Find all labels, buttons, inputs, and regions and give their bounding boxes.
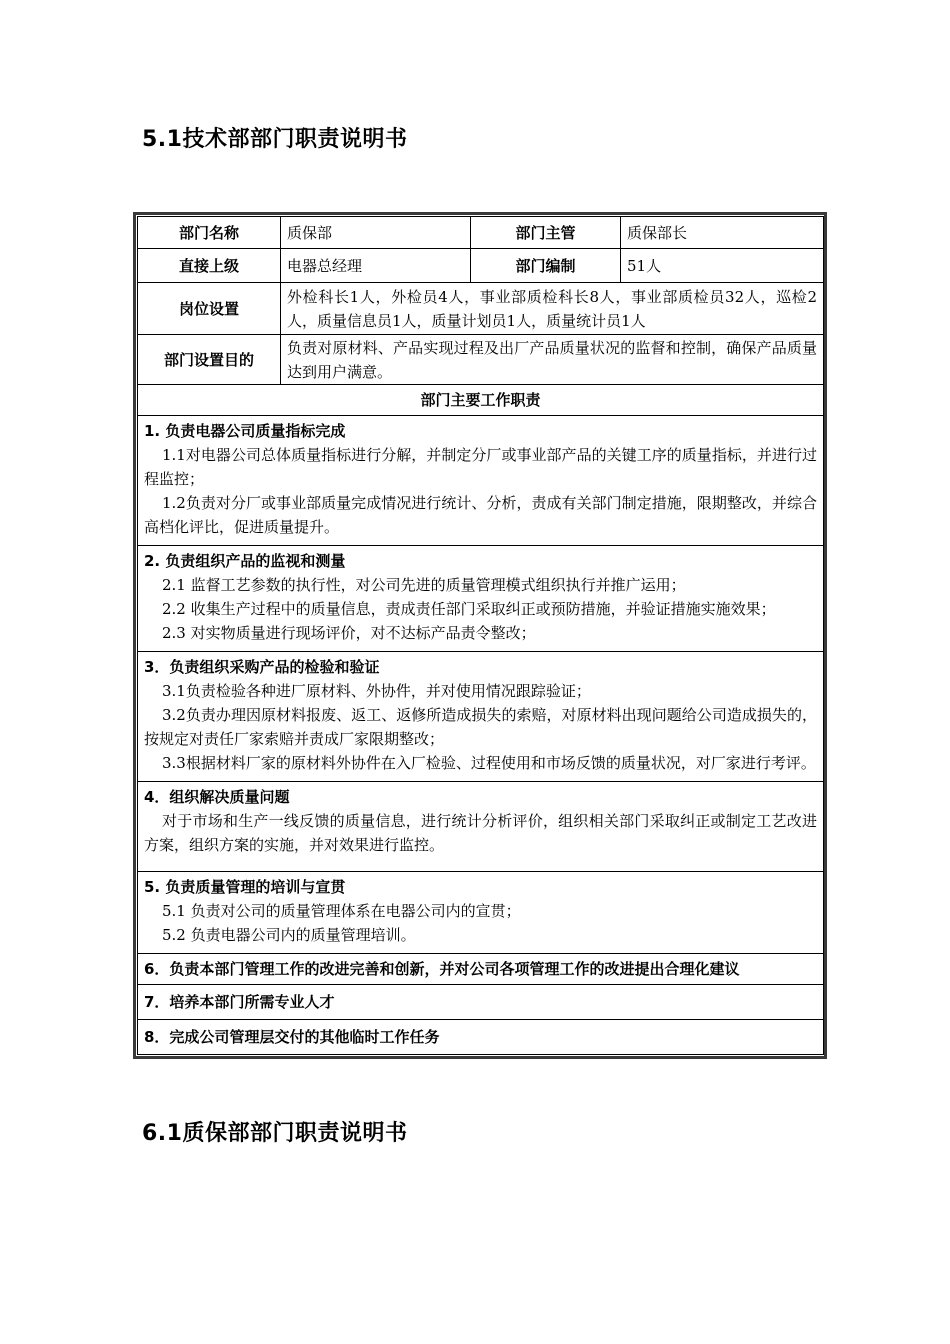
duty-item: 5.2 负责电器公司内的质量管理培训。 [162, 926, 416, 944]
duty-item-8: 8．完成公司管理层交付的其他临时工作任务 [138, 1020, 824, 1055]
purpose-label: 部门设置目的 [138, 335, 281, 385]
document-title-1: 5.1技术部部门职责说明书 [142, 127, 408, 152]
headcount-value: 51人 [621, 249, 824, 283]
duty-description-table [133, 212, 827, 1059]
duty-item: 3.3根据材料厂家的原材料外协件在入厂检验、过程使用和市场反馈的质量状况，对厂家进行考评。 [162, 754, 816, 772]
headcount-label: 部门编制 [471, 249, 621, 283]
dept-head-value: 质保部长 [621, 217, 824, 249]
duty-item: 3.2负责办理因原材料报废、返工、返修所造成损失的索赔，对原材料出现问题给公司造成损失的，按规定对责任厂家索赔并责成厂家限期整改； [144, 706, 817, 748]
dept-name-value: 质保部 [281, 217, 471, 249]
duty-item: 5.1 负责对公司的质量管理体系在电器公司内的宣贯； [162, 902, 521, 920]
duty-item: 2.1 监督工艺参数的执行性，对公司先进的质量管理模式组织执行并推广运用； [162, 576, 686, 594]
dept-name-label: 部门名称 [138, 217, 281, 249]
duty-section-title: 4．组织解决质量问题 [144, 788, 290, 806]
duty-item: 2.3 对实物质量进行现场评价，对不达标产品责令整改； [162, 624, 536, 642]
duty-section-title: 5. 负责质量管理的培训与宣贯 [144, 878, 346, 896]
duty-item: 1.2负责对分厂或事业部质量完成情况进行统计、分析，责成有关部门制定措施，限期整改，并综合高档化评比，促进质量提升。 [144, 494, 817, 536]
document-title-2: 6.1质保部部门职责说明书 [142, 1121, 408, 1146]
duty-section [138, 546, 824, 652]
purpose-value: 负责对原材料、产品实现过程及出厂产品质量状况的监督和控制，确保产品质量达到用户满意。 [281, 335, 824, 385]
duty-item: 对于市场和生产一线反馈的质量信息，进行统计分析评价，组织相关部门采取纠正或制定工艺改进方案，组织方案的实施，并对效果进行监控。 [144, 812, 817, 854]
duties-header: 部门主要工作职责 [138, 385, 824, 416]
duty-item: 1.1对电器公司总体质量指标进行分解，并制定分厂或事业部产品的关键工序的质量指标，并进行过程监控； [144, 446, 817, 488]
duty-section [138, 652, 824, 782]
duty-item: 2.2 收集生产过程中的质量信息，责成责任部门采取纠正或预防措施，并验证措施实施效果； [162, 600, 776, 618]
positions-label: 岗位设置 [138, 283, 281, 335]
duty-item-6: 6．负责本部门管理工作的改进完善和创新，并对公司各项管理工作的改进提出合理化建议 [138, 954, 824, 985]
duty-section [138, 416, 824, 546]
superior-label: 直接上级 [138, 249, 281, 283]
duty-section-title: 2. 负责组织产品的监视和测量 [144, 552, 346, 570]
duty-item: 3.1负责检验各种进厂原材料、外协件，并对使用情况跟踪验证； [162, 682, 591, 700]
duty-section-title: 3．负责组织采购产品的检验和验证 [144, 658, 380, 676]
positions-value: 外检科长1人，外检员4人，事业部质检科长8人，事业部质检员32人，巡检2人，质量信息员1人，质量计划员1人，质量统计员1人 [281, 283, 824, 335]
duty-section-title: 1. 负责电器公司质量指标完成 [144, 422, 346, 440]
duty-section [138, 782, 824, 872]
duty-item-7: 7．培养本部门所需专业人才 [138, 985, 824, 1020]
superior-value: 电器总经理 [281, 249, 471, 283]
duty-section [138, 872, 824, 954]
dept-head-label: 部门主管 [471, 217, 621, 249]
